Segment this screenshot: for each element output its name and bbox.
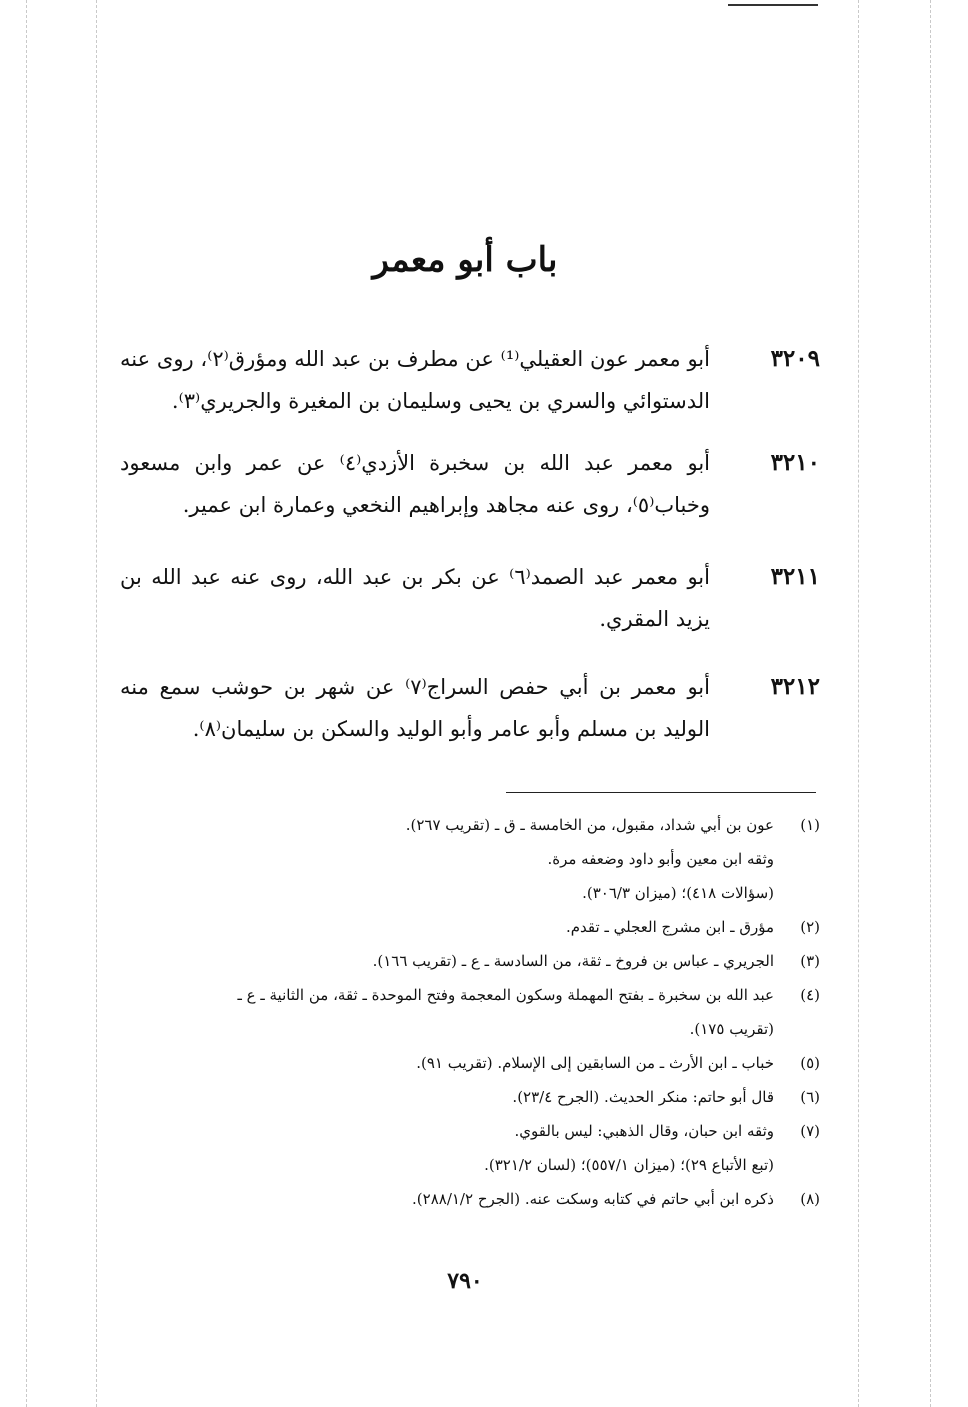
footnote-5 xyxy=(120,1046,820,1080)
entry-number: ٣٢١١ xyxy=(770,563,820,590)
footnote-line: (سؤالات ٤١٨)؛ (ميزان ٣٠٦/٣). xyxy=(582,884,774,902)
footnote-number: (٥) xyxy=(800,1054,820,1072)
footnotes xyxy=(120,808,820,1216)
footnote-number: (٦) xyxy=(800,1088,820,1106)
entry-number: ٣٢٠٩ xyxy=(770,345,820,372)
footnote-line: (تبع الأتباع ٢٩)؛ (ميزان ٥٥٧/١)؛ (لسان ٣٢١/٢). xyxy=(484,1156,774,1174)
footnote-number: (٣) xyxy=(800,952,820,970)
entry-3211 xyxy=(120,556,820,640)
entry-text: أبو معمر عبد الله بن سخبرة الأزدي⁽٤⁾ عن عمر وابن مسعود وخباب⁽٥⁾، روى عنه مجاهد وإبراهيم النخعي وعمارة ابن عمير. xyxy=(120,451,710,517)
footnote-2 xyxy=(120,910,820,944)
footnote-line: خباب ـ ابن الأرث ـ من السابقين إلى الإسلام. (تقريب ٩١). xyxy=(416,1054,774,1072)
page-number: ٧٩٠ xyxy=(447,1268,483,1294)
entry-text: أبو معمر عون العقيلي⁽¹⁾ عن مطرف بن عبد الله ومؤرق⁽٢⁾، روى عنه الدستوائي والسري بن يحيى وسليمان بن المغيرة والجريري⁽٣⁾. xyxy=(120,347,710,413)
footnote-line: وثقه ابن حبان، وقال الذهبي: ليس بالقوي. xyxy=(514,1122,774,1140)
entry-number: ٣٢١٢ xyxy=(770,673,820,700)
footnote-line: عبد الله بن سخبرة ـ بفتح المهملة وسكون المعجمة وفتح الموحدة ـ ثقة، من الثانية ـ ع ـ xyxy=(237,986,774,1004)
footnote-separator xyxy=(506,792,816,793)
entry-text: أبو معمر عبد الصمد⁽٦⁾ عن بكر بن عبد الله، روى عنه عبد الله بن يزيد المقري. xyxy=(120,565,710,631)
footnote-line: عون بن أبي شداد، مقبول، من الخامسة ـ ق ـ (تقريب ٢٦٧). xyxy=(405,816,774,834)
entry-number: ٣٢١٠ xyxy=(770,449,820,476)
entry-3210 xyxy=(120,442,820,526)
footnote-7 xyxy=(120,1114,820,1182)
footnote-line: وثقه ابن معين وأبو داود وضعفه مرة. xyxy=(547,850,774,868)
entry-3212 xyxy=(120,666,820,750)
footnote-number: (٤) xyxy=(800,986,820,1004)
footnote-4 xyxy=(120,978,820,1046)
footnote-line: الجريري ـ عباس بن فروخ ـ ثقة، من السادسة ـ ع ـ (تقريب ١٦٦). xyxy=(372,952,774,970)
footnote-line: مؤرق ـ ابن مشرج العجلي ـ تقدم. xyxy=(565,918,774,936)
entry-3209 xyxy=(120,338,820,422)
footnote-number: (٨) xyxy=(800,1190,820,1208)
footnote-number: (١) xyxy=(800,816,820,834)
top-rule xyxy=(728,4,818,6)
footnote-3 xyxy=(120,944,820,978)
footnote-line: قال أبو حاتم: منكر الحديث. (الجرح ٢٣/٤). xyxy=(512,1088,774,1106)
footnote-8 xyxy=(120,1182,820,1216)
entry-text: أبو معمر بن أبي حفص السراج⁽٧⁾ عن شهر بن حوشب سمع منه الوليد بن مسلم وأبو عامر وأبو الوليد والسكن بن سليمان⁽٨⁾. xyxy=(120,675,710,741)
footnote-6 xyxy=(120,1080,820,1114)
footnote-number: (٧) xyxy=(800,1122,820,1140)
footnote-number: (٢) xyxy=(800,918,820,936)
footnote-line: ذكره ابن أبي حاتم في كتابه وسكت عنه. (الجرح ٢٨٨/١/٢). xyxy=(412,1190,774,1208)
footnote-line: (تقريب ١٧٥). xyxy=(689,1020,774,1038)
page-title: باب أبو معمر xyxy=(372,240,558,280)
footnote-1 xyxy=(120,808,820,910)
